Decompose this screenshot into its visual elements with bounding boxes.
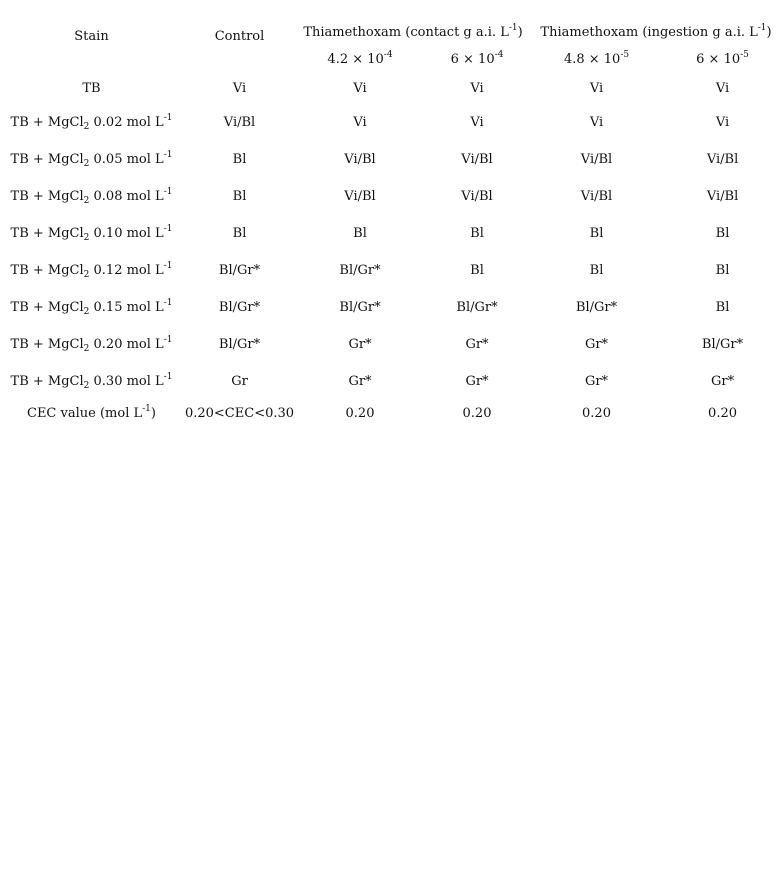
header-ingestion-group-label xyxy=(540,25,771,40)
table-cell: Vi xyxy=(470,115,484,130)
row-label-prefix: TB + MgCl xyxy=(10,189,84,204)
row-label-prefix: TB + MgCl xyxy=(10,263,84,278)
header-ingestion-suffix: ) xyxy=(766,25,772,40)
table-cell: Bl/Gr* xyxy=(339,263,381,278)
row-label-sup: -1 xyxy=(163,187,173,197)
table-cell: Bl/Gr* xyxy=(456,300,498,315)
header-dose-3 xyxy=(530,46,663,72)
table-cell: Bl xyxy=(470,263,484,278)
row-label xyxy=(0,326,183,363)
table-cell: Vi/Bl xyxy=(461,152,493,167)
header-contact-group xyxy=(296,0,530,46)
table-cell: Bl xyxy=(470,226,484,241)
header-contact-group-label xyxy=(303,25,522,40)
cec-label-prefix: CEC value (mol L xyxy=(27,406,143,421)
table-cell: Vi xyxy=(715,80,730,96)
table-row xyxy=(0,141,782,178)
row-label-conc: 0.30 mol L xyxy=(89,374,164,389)
table-cell: Bl xyxy=(715,300,730,315)
dose-2-base: 6 × 10 xyxy=(450,51,495,67)
row-label-conc: 0.15 mol L xyxy=(89,300,164,315)
table-row xyxy=(0,215,782,252)
table-cell: Bl xyxy=(232,226,247,241)
row-label-sub: 2 xyxy=(83,122,90,132)
table-cell: Vi xyxy=(353,80,367,96)
table-row xyxy=(0,252,782,289)
row-label-conc: 0.20 mol L xyxy=(89,337,164,352)
row-label-sup: -1 xyxy=(163,298,173,308)
table-cell: Gr xyxy=(231,374,248,389)
header-dose-2 xyxy=(424,46,530,72)
row-label-sub: 2 xyxy=(83,233,90,243)
table-cell: Vi xyxy=(232,80,247,96)
row-label-sub: 2 xyxy=(83,381,90,391)
table-cell: Vi xyxy=(589,80,604,96)
cec-label-sup: -1 xyxy=(142,404,151,414)
dose-3-exp: -5 xyxy=(620,49,630,60)
row-label-sup: -1 xyxy=(163,150,173,160)
table-cell: Gr* xyxy=(584,374,609,389)
table-cell: Bl xyxy=(589,226,604,241)
row-label: TB xyxy=(82,80,101,96)
table-cell: Bl/Gr* xyxy=(218,337,261,352)
table-cell: Vi xyxy=(470,80,484,96)
row-label xyxy=(0,104,183,141)
cec-label-suffix: ) xyxy=(150,406,156,421)
table-cell: 0.20 xyxy=(708,406,737,421)
dose-4-exp: -5 xyxy=(740,49,749,60)
row-label-conc: 0.05 mol L xyxy=(89,152,164,167)
row-label-conc: 0.10 mol L xyxy=(89,226,164,241)
cec-body xyxy=(0,400,782,438)
table-cell: Vi/Bl xyxy=(580,152,613,167)
table-row xyxy=(0,289,782,326)
row-label-sup: -1 xyxy=(163,224,173,234)
table-body xyxy=(0,72,782,104)
row-label-sub: 2 xyxy=(83,196,90,206)
row-label-sub: 2 xyxy=(83,307,90,317)
row-label-prefix: TB + MgCl xyxy=(10,300,84,315)
row-label-prefix: TB + MgCl xyxy=(10,115,84,130)
row-label-prefix: TB + MgCl xyxy=(10,374,84,389)
table-header xyxy=(0,0,782,72)
table-cell: Vi/Bl xyxy=(461,189,493,204)
row-label-sup: -1 xyxy=(163,113,173,123)
table-row xyxy=(0,400,782,438)
table-cell: Bl/Gr* xyxy=(575,300,618,315)
table-cell: Bl/Gr* xyxy=(339,300,381,315)
row-label xyxy=(0,141,183,178)
table-cell: Vi xyxy=(589,115,604,130)
mg-rows-body xyxy=(0,104,782,400)
header-ingestion-group xyxy=(530,0,782,46)
stain-results-table xyxy=(0,0,782,438)
header-row-groups xyxy=(0,0,782,46)
table-cell: Gr* xyxy=(710,374,735,389)
dose-3-base: 4.8 × 10 xyxy=(563,51,621,67)
table-cell: Vi/Bl xyxy=(344,189,376,204)
dose-1-base: 4.2 × 10 xyxy=(327,51,384,67)
table-cell: Vi/Bl xyxy=(706,152,739,167)
table-cell: Vi/Bl xyxy=(344,152,376,167)
table-cell: 0.20 xyxy=(345,406,375,421)
row-label-prefix: TB + MgCl xyxy=(10,226,84,241)
header-contact-sup: -1 xyxy=(508,23,518,33)
header-stain-label: Stain xyxy=(74,28,109,44)
table-cell: Gr* xyxy=(348,374,372,389)
header-dose-4 xyxy=(663,46,782,72)
table-cell: Bl xyxy=(589,263,604,278)
table-row xyxy=(0,72,782,104)
table-cell: Gr* xyxy=(584,337,609,352)
row-label-sub: 2 xyxy=(83,159,90,169)
row-label-sub: 2 xyxy=(83,344,90,354)
table-row xyxy=(0,363,782,400)
header-contact-prefix: Thiamethoxam (contact g a.i. L xyxy=(303,25,509,40)
table-cell: Bl xyxy=(232,152,247,167)
row-label-sup: -1 xyxy=(163,372,173,382)
dose-2-exp: -4 xyxy=(494,49,504,60)
table-cell: Gr* xyxy=(465,374,489,389)
header-dose-1 xyxy=(296,46,424,72)
table-cell: Bl/Gr* xyxy=(218,263,261,278)
table-cell: Vi/Bl xyxy=(223,115,256,130)
table-cell: 0.20 xyxy=(462,406,492,421)
table-cell: Bl xyxy=(353,226,367,241)
row-label-prefix: TB + MgCl xyxy=(10,152,84,167)
header-control-label: Control xyxy=(214,28,265,44)
table-cell: Vi xyxy=(353,115,367,130)
row-label xyxy=(0,178,183,215)
table-row xyxy=(0,178,782,215)
table-cell: Bl/Gr* xyxy=(218,300,261,315)
table-cell: Vi/Bl xyxy=(706,189,739,204)
dose-4-base: 6 × 10 xyxy=(696,51,741,67)
row-label-conc: 0.12 mol L xyxy=(89,263,164,278)
table-cell: Bl/Gr* xyxy=(701,337,744,352)
table-cell: Vi/Bl xyxy=(580,189,613,204)
row-label-sup: -1 xyxy=(163,335,173,345)
row-label-conc: 0.02 mol L xyxy=(89,115,164,130)
row-label xyxy=(0,363,183,400)
header-ingestion-prefix: Thiamethoxam (ingestion g a.i. L xyxy=(540,25,758,40)
results-table-container xyxy=(0,0,782,438)
row-label xyxy=(0,400,183,438)
table-cell: Bl xyxy=(715,263,730,278)
header-ingestion-sup: -1 xyxy=(757,23,767,33)
header-control xyxy=(183,0,296,72)
dose-1-exp: -4 xyxy=(383,49,393,60)
row-label xyxy=(0,215,183,252)
table-cell: Bl xyxy=(715,226,730,241)
row-label-prefix: TB + MgCl xyxy=(10,337,84,352)
row-label-sup: -1 xyxy=(163,261,173,271)
row-label-conc: 0.08 mol L xyxy=(89,189,164,204)
row-label-sub: 2 xyxy=(83,270,90,280)
table-cell: Bl xyxy=(232,189,247,204)
row-label xyxy=(0,252,183,289)
header-stain xyxy=(0,0,183,72)
header-contact-suffix: ) xyxy=(517,25,523,40)
table-cell: Gr* xyxy=(465,337,489,352)
table-cell: 0.20<CEC<0.30 xyxy=(184,406,295,421)
row-label xyxy=(0,289,183,326)
table-row xyxy=(0,104,782,141)
table-row xyxy=(0,326,782,363)
table-cell: Vi xyxy=(715,115,730,130)
table-cell: Gr* xyxy=(348,337,372,352)
table-cell: 0.20 xyxy=(582,406,611,421)
